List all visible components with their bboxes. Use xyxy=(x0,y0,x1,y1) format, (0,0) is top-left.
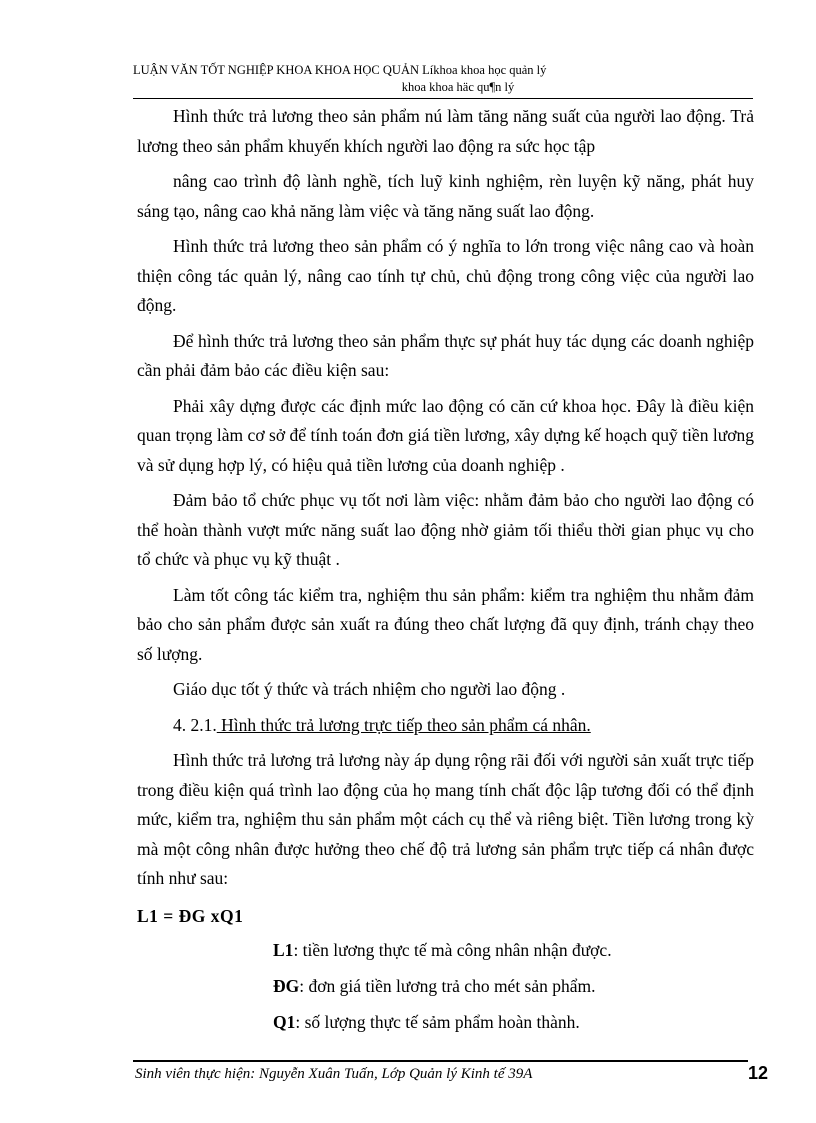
header-divider xyxy=(133,98,753,99)
page-header xyxy=(133,62,753,96)
paragraph: Để hình thức trả lương theo sản phẩm thực sự phát huy tác dụng các doanh nghiệp cần phải đảm bảo các điều kiện sau: xyxy=(137,330,754,380)
paragraph: Hình thức trả lương trả lương này áp dụng rộng rãi đối với người sản xuất trực tiếp trong điều kiện quá trình lao động của họ mang tính chất độc lập tương đối có thể định mức, kiểm tra, nghiệm thu sản phẩm một cách cụ thể và riêng biệt. Tiền lương trong kỳ mà một công nhân được hưởng theo chế độ trả lương sản phẩm trực tiếp cá nhân được tính như sau: xyxy=(137,750,754,888)
section-number: 4. 2.1. xyxy=(173,714,217,735)
document-body xyxy=(137,102,754,1040)
footer-divider xyxy=(133,1060,748,1062)
definition-term: ĐG xyxy=(273,975,300,996)
definition-item xyxy=(273,968,754,1004)
section-title: Hình thức trả lương trực tiếp theo sản phẩm cá nhân. xyxy=(216,714,591,735)
paragraph: Hình thức trả lương theo sản phẩm có ý nghĩa to lớn trong việc nâng cao và hoàn thiện công tác quản lý, nâng cao tính tự chủ, chủ động trong công việc của người lao động. xyxy=(137,236,754,315)
page-number: 12 xyxy=(748,1063,769,1083)
paragraph: Hình thức trả lương theo sản phẩm nú làm tăng năng suất của người lao động. Trả lương theo sản phẩm khuyến khích người lao động ra sức học tập xyxy=(137,106,754,156)
header-subtitle: khoa khoa häc qu¶n lý xyxy=(401,80,515,94)
footer-author: Sinh viên thực hiện: Nguyễn Xuân Tuấn, Lớp Quản lý Kinh tế 39A xyxy=(135,1066,533,1082)
formula: L1 = ĐG xQ1 xyxy=(137,905,244,926)
definition-term: L1 xyxy=(273,939,294,960)
definition-text: : đơn giá tiền lương trả cho mét sản phẩm. xyxy=(299,975,596,996)
paragraph: Giáo dục tốt ý thức và trách nhiệm cho người lao động . xyxy=(173,679,566,699)
paragraph: Đảm bảo tổ chức phục vụ tốt nơi làm việc: nhằm đảm bảo cho người lao động có thể hoàn thành vượt mức năng suất lao động nhờ giảm tối thiểu thời gian phục vụ cho tổ chức và phục vụ kỹ thuật . xyxy=(137,490,754,569)
header-title: LUẬN VĂN TỐT NGHIỆP KHOA KHOA HỌC QUẢN Líkhoa khoa học quản lý xyxy=(133,63,547,77)
definition-item xyxy=(273,1004,754,1040)
definition-item xyxy=(273,932,754,968)
paragraph: Làm tốt công tác kiểm tra, nghiệm thu sản phẩm: kiểm tra nghiệm thu nhằm đảm bảo cho sản phẩm được sản xuất ra đúng theo chất lượng đã quy định, tránh chạy theo số lượng. xyxy=(137,584,754,664)
definition-text: : tiền lương thực tế mà công nhân nhận được. xyxy=(293,939,612,960)
paragraph: Phải xây dựng được các định mức lao động có căn cứ khoa học. Đây là điều kiện quan trọng làm cơ sở để tính toán đơn giá tiền lương, xây dựng kế hoạch quỹ tiền lương và sử dụng hợp lý, có hiệu quả tiền lương của doanh nghiệp . xyxy=(137,395,754,475)
section-heading xyxy=(137,711,754,741)
paragraph: nâng cao trình độ lành nghề, tích luỹ kinh nghiệm, rèn luyện kỹ năng, phát huy sáng tạo, nâng cao khả năng làm việc và tăng năng suất lao động. xyxy=(137,171,754,221)
definition-term: Q1 xyxy=(273,1011,296,1032)
definition-text: : số lượng thực tế sảm phẩm hoàn thành. xyxy=(295,1011,580,1032)
